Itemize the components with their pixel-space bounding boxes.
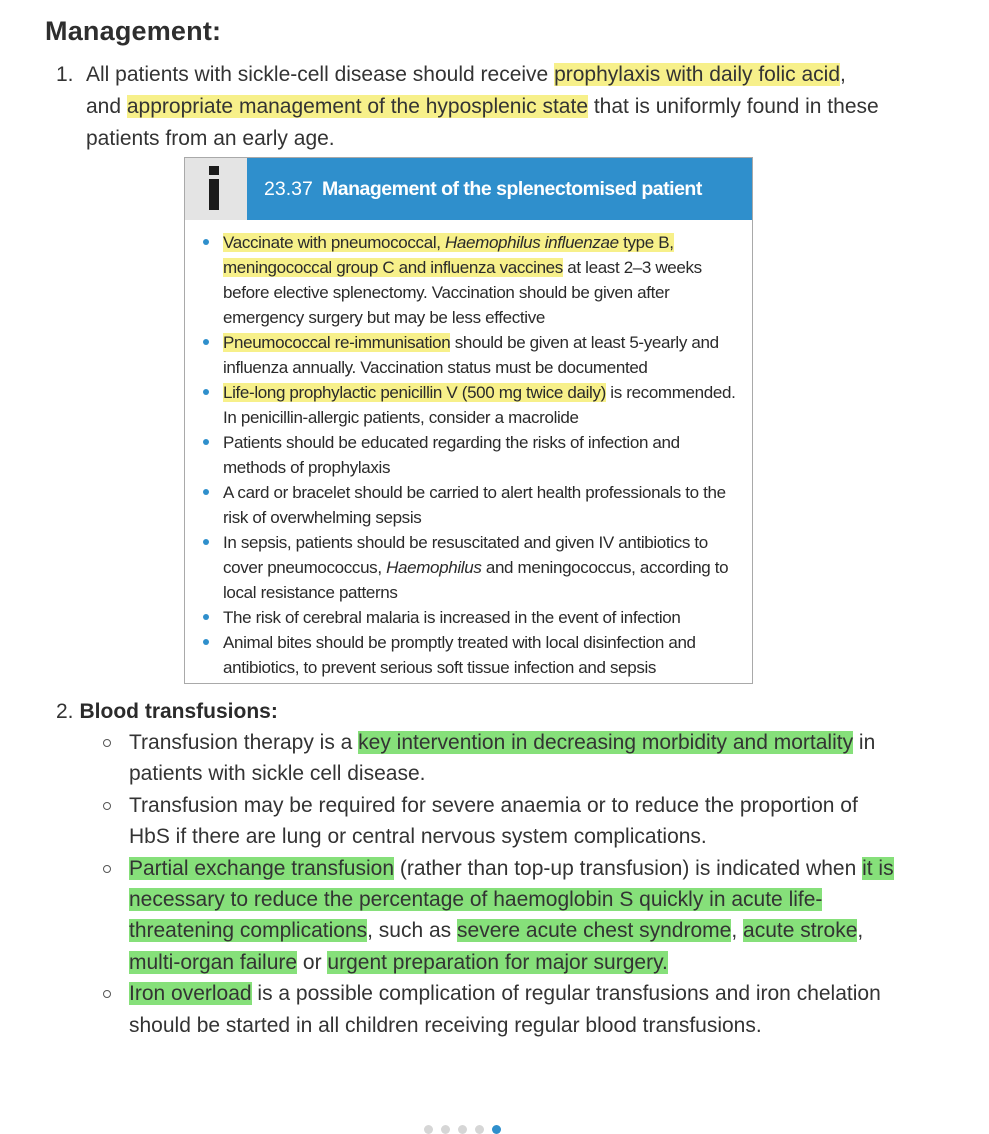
- highlight: Haemophilus influenzae: [445, 233, 619, 252]
- sub-item: [103, 978, 903, 1041]
- highlight: type B, meningococcal group C and influenza vaccines: [223, 233, 674, 277]
- info-i-icon: [209, 166, 219, 210]
- info-box-header: [185, 158, 752, 220]
- sub-item: [103, 853, 903, 979]
- page-dot[interactable]: [424, 1125, 433, 1134]
- highlight: Pneumococcal re-immunisation: [223, 333, 451, 352]
- box-number: 23.37: [264, 178, 313, 200]
- text-span: Transfusion may be required for severe anaemia or to reduce the proportion of HbS if there are lung or central nervous system complications.: [129, 793, 858, 849]
- box-title: Management of the splenectomised patient: [322, 178, 702, 200]
- highlight: acute stroke: [743, 919, 858, 943]
- circle-bullet-icon: [103, 865, 111, 873]
- text-span: The risk of cerebral malaria is increased in the event of infection: [223, 608, 681, 627]
- text-span: Transfusion therapy is a: [129, 731, 359, 754]
- text-span: should be given at least 5-yearly and influenza annually. Vaccination status must be documented: [223, 333, 719, 377]
- highlight: appropriate management of the hyposplenic state: [126, 95, 589, 118]
- text-span: , such as: [367, 919, 458, 943]
- box-bullet: [199, 380, 739, 430]
- text-span: In sepsis, patients should be resuscitated and given IV antibiotics to cover pneumococcus,: [223, 533, 708, 577]
- text-span: at least 2–3 weeks before elective splenectomy. Vaccination should be given after emergency surgery but may be less effective: [223, 258, 702, 327]
- text-span: is recommended. In penicillin-allergic patients, consider a macrolide: [223, 383, 736, 427]
- italic-span: Haemophilus: [386, 558, 482, 577]
- text-span: Animal bites should be promptly treated with local disinfection and antibiotics, to prevent serious soft tissue infection and sepsis: [223, 633, 696, 677]
- page-dot[interactable]: [458, 1125, 467, 1134]
- highlight: multi-organ failure: [129, 950, 298, 974]
- highlight: urgent preparation for major surgery.: [327, 950, 668, 974]
- highlight: severe acute chest syndrome: [457, 919, 732, 943]
- sub-item: [103, 727, 903, 790]
- box-bullet: [199, 480, 739, 530]
- highlight: prophylaxis with daily folic acid: [554, 63, 841, 86]
- list-label: Blood transfusions:: [79, 700, 278, 723]
- text-span: ,: [731, 919, 744, 943]
- box-bullet: [199, 230, 739, 330]
- circle-bullet-icon: [103, 739, 111, 747]
- page-indicator[interactable]: [0, 1123, 989, 1129]
- sub-item: [103, 790, 903, 853]
- text-span: in patients with sickle cell disease.: [129, 731, 876, 786]
- highlight: Iron overload: [129, 982, 252, 1006]
- info-cell: [185, 158, 247, 220]
- box-bullet: [199, 630, 739, 680]
- page-dot[interactable]: [475, 1125, 484, 1134]
- highlight: Partial exchange transfusion: [129, 856, 394, 880]
- highlight: Life-long prophylactic penicillin V (500 mg twice daily): [223, 383, 606, 402]
- text-span: and meningococcus, according to local resistance patterns: [223, 558, 729, 602]
- text-span: is a possible complication of regular transfusions and iron chelation should be started in all children receiving regular blood transfusions.: [129, 982, 881, 1037]
- list-text: [86, 59, 886, 155]
- list-item-1: [56, 59, 886, 155]
- text-span: A card or bracelet should be carried to alert health professionals to the risk of overwhelming sepsis: [223, 483, 726, 527]
- text-span: (rather than top-up transfusion) is indicated when: [394, 856, 863, 880]
- box-bullet: [199, 330, 739, 380]
- highlight: key intervention in decreasing morbidity and mortality: [358, 731, 854, 754]
- box-bullet: [199, 430, 739, 480]
- list-number: 2.: [56, 700, 74, 723]
- text-span: or: [297, 950, 328, 974]
- sub-list: [103, 727, 903, 1041]
- circle-bullet-icon: [103, 990, 111, 998]
- info-box-title-bar: [247, 158, 752, 220]
- box-bullet: [199, 530, 739, 605]
- page-dot[interactable]: [492, 1125, 501, 1134]
- list-number: 1.: [56, 63, 74, 86]
- text-span: , and: [86, 63, 846, 118]
- text-span: ,: [857, 919, 864, 943]
- highlight: Vaccinate with pneumococcal,: [223, 233, 445, 252]
- section-heading: Management:: [45, 16, 222, 46]
- circle-bullet-icon: [103, 802, 111, 810]
- text-span: All patients with sickle-cell disease should receive: [86, 63, 555, 86]
- text-span: that is uniformly found in these patients from an early age.: [86, 95, 879, 150]
- box-bullet-list: [199, 230, 739, 680]
- list-item-2: [56, 696, 278, 728]
- page-dot[interactable]: [441, 1125, 450, 1134]
- box-bullet: [199, 605, 739, 630]
- highlight: it is necessary to reduce the percentage of haemoglobin S quickly in acute life-threatening complications: [129, 856, 894, 943]
- info-box: [184, 157, 753, 684]
- text-span: Patients should be educated regarding the risks of infection and methods of prophylaxis: [223, 433, 680, 477]
